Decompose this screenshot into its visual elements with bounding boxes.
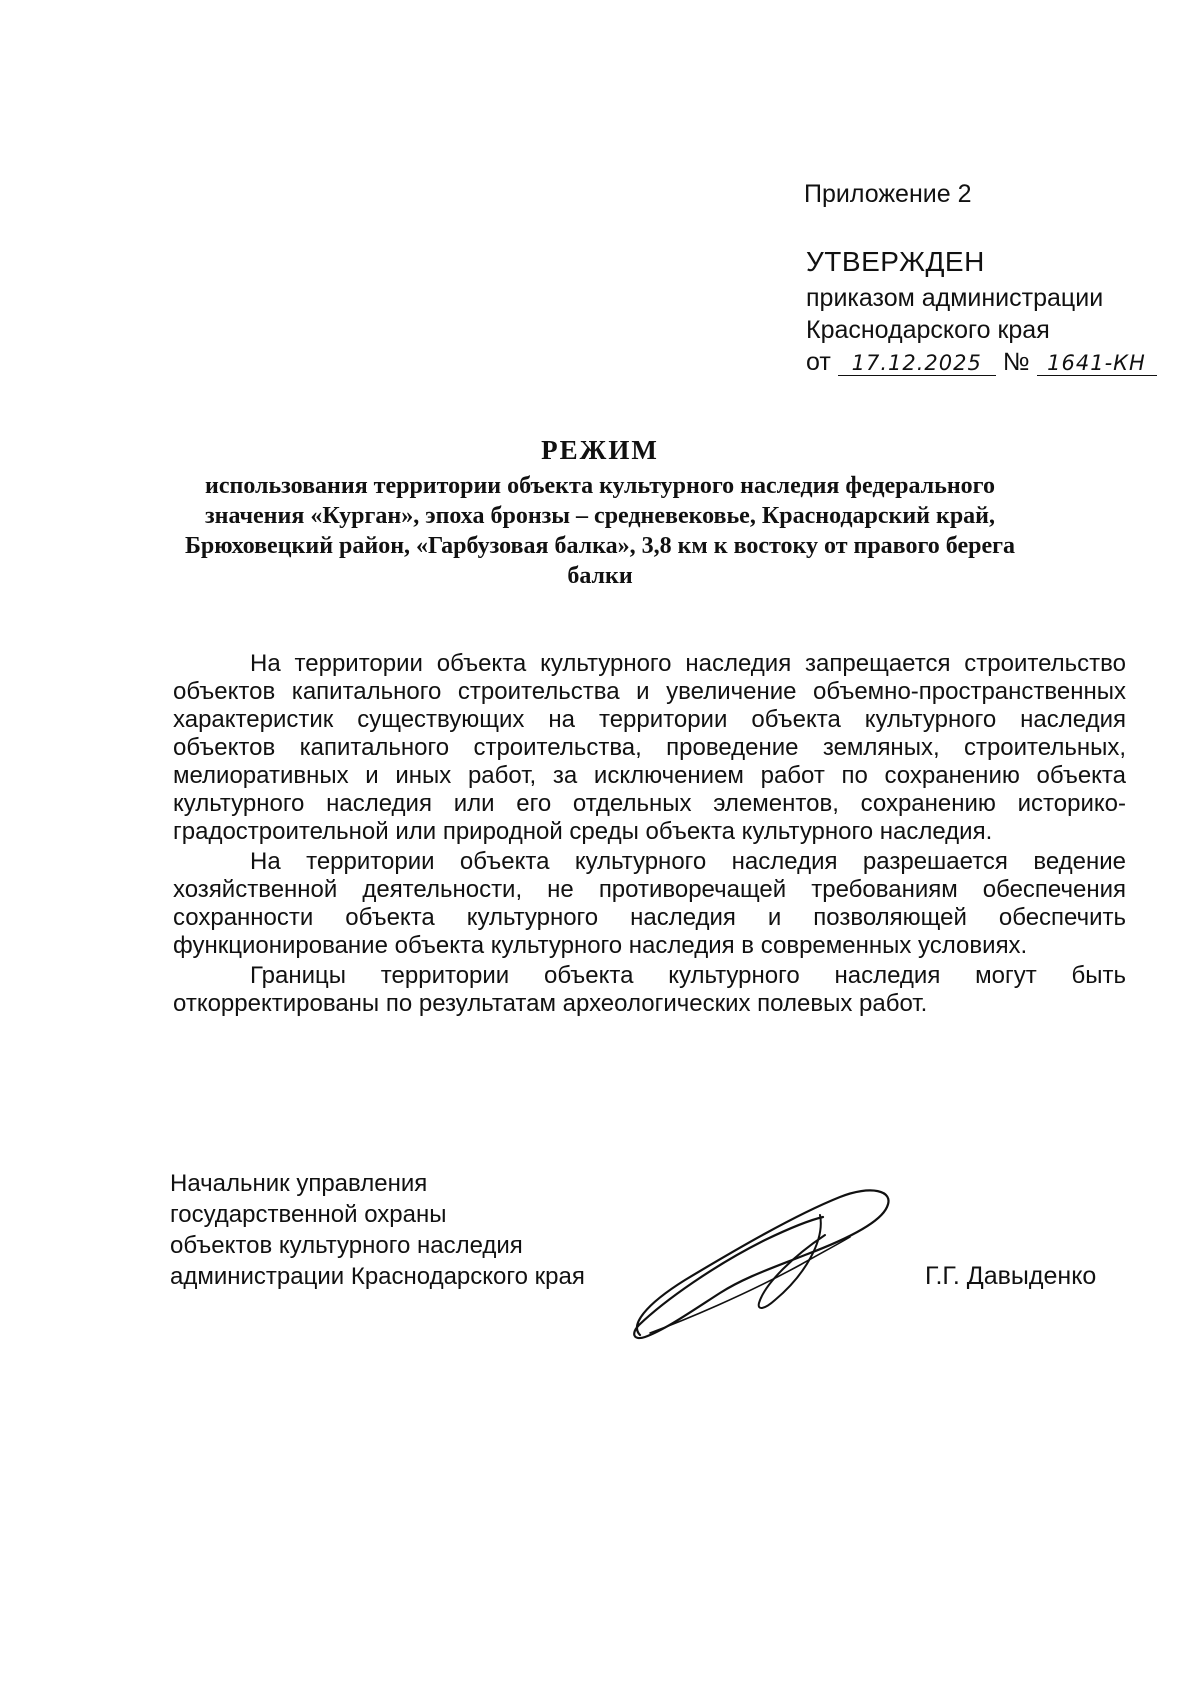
number-prefix: № — [1002, 348, 1030, 376]
date-prefix: от — [806, 348, 831, 376]
position-line-3: объектов культурного наследия — [170, 1232, 523, 1259]
position-line-2: государственной охраны — [170, 1201, 447, 1228]
position-line-4: администрации Краснодарского края — [170, 1263, 585, 1290]
order-date-number-line — [806, 346, 1157, 378]
approval-stamp — [806, 246, 1157, 378]
document-title: РЕЖИМ — [541, 435, 659, 465]
order-issuer-line2: Краснодарского края — [806, 316, 1050, 344]
approved-label: УТВЕРЖДЕН — [806, 246, 985, 277]
handwritten-signature-icon — [625, 1185, 905, 1345]
body-paragraph-3: Границы территории объекта культурного наследия могут быть откорректированы по результатам археологических полевых работ. — [173, 962, 1126, 1017]
handwritten-order-date: 17.12.2025 — [838, 351, 996, 376]
appendix-label: Приложение 2 — [804, 180, 972, 208]
order-issuer-line1: приказом администрации — [806, 284, 1104, 312]
signer-name: Г.Г. Давыденко — [925, 1262, 1097, 1290]
signatory-position — [170, 1168, 585, 1292]
document-subtitle: использования территории объекта культурного наследия федерального значения «Курган», эпоха бронзы – средневековье, Краснодарский край, Брюховецкий район, «Гарбузовая балка», 3,8 км к востоку от правого берега балки — [184, 473, 1015, 589]
document-body — [173, 650, 1126, 1020]
handwritten-order-number: 1641-КН — [1037, 351, 1157, 376]
body-paragraph-1: На территории объекта культурного наследия запрещается строительство объектов капитального строительства и увеличение объемно-пространственных характеристик существующих на территории объекта культурного наследия объектов капитального строительства, проведение земляных, строительных, мелиоративных и иных работ, за исключением работ по сохранению объекта культурного наследия или его отдельных элементов, сохранению историко-градостроительной или природной среды объекта культурного наследия. — [173, 650, 1126, 845]
document-title-block — [150, 433, 1050, 591]
body-paragraph-2: На территории объекта культурного наследия разрешается ведение хозяйственной деятельности, не противоречащей требованиям обеспечения сохранности объекта культурного наследия и позволяющей обеспечить функционирование объекта культурного наследия в современных условиях. — [173, 848, 1126, 959]
position-line-1: Начальник управления — [170, 1170, 428, 1197]
